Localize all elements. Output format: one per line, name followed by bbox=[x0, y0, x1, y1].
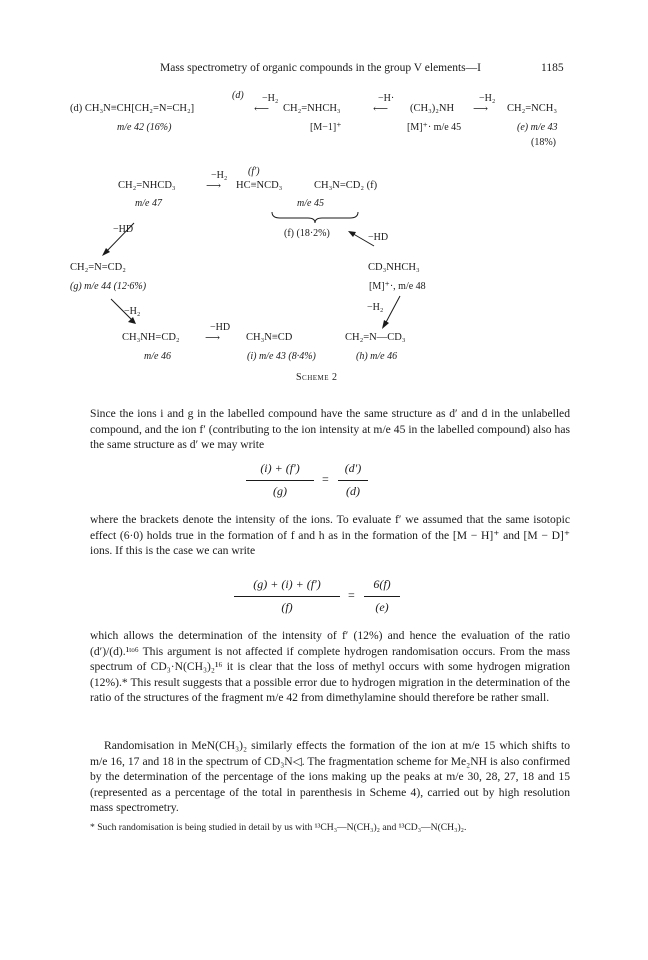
eq2-fraction-bar-right bbox=[364, 596, 400, 597]
eq1-numerator-right: (d′) bbox=[344, 461, 362, 475]
hd-left-label: −HD bbox=[113, 224, 134, 235]
diag-arrow-h2-right bbox=[380, 294, 404, 330]
arrow2: ⟵ bbox=[373, 104, 389, 115]
ion-d-formula: (d) CH₃N≡CH[CH₂=N=CH₂] bbox=[70, 103, 195, 114]
arrow1-label: −H₂ bbox=[262, 93, 279, 104]
eq2-fraction-bar-left bbox=[234, 596, 340, 597]
running-title: Mass spectrometry of organic compounds in the group V elements—I bbox=[160, 62, 481, 74]
eq2-denominator-right: (e) bbox=[375, 600, 389, 614]
ion-e-percent: (18%) bbox=[531, 137, 556, 148]
eq1-denominator-left: (g) bbox=[273, 484, 287, 498]
paragraph-4: Randomisation in MeN(CH₃)₂ similarly effects the formation of the ion at m/e 15 which shifts to m/e 16, 17 and 18 in the spectrum of CD₃N◁. The fragmentation scheme for Me₂NH is also confirmed by the determination of the percentage of the ions making up the peaks at m/e 30, 28, 27, 18 and 15 (represented as a percentage of the total in parenthesis in Scheme 4), carried out by high resolution mass spectrometry. bbox=[90, 739, 570, 815]
arrow1: ⟵ bbox=[254, 104, 270, 115]
parent-ion-formula: (CH₃)₂NH bbox=[410, 103, 455, 114]
ion-g-formula: CH₂=N=CD₂ bbox=[70, 262, 126, 273]
row4-left-mass: m/e 46 bbox=[144, 351, 171, 362]
ion-m-minus-1-d3-formula: CH₂=NHCD₃ bbox=[118, 180, 176, 191]
diag-arrow-right bbox=[346, 228, 376, 250]
ion-f-percent: (f) (18·2%) bbox=[284, 228, 330, 239]
fprime-tag: (f′) bbox=[248, 166, 260, 177]
diag-arrow-left bbox=[98, 220, 138, 260]
row2-mid-mass: m/e 45 bbox=[297, 198, 324, 209]
ion-h-label: (h) m/e 46 bbox=[356, 351, 398, 362]
h2-left-label: −H₂ bbox=[124, 306, 141, 317]
paragraph-1: Since the ions i and g in the labelled compound have the same structure as d′ and d in the unlabelled compound, and the ion f′ (contributing to the ion intensity at m/e 45 in the labelled compound) also has the same structure as d′ we may write bbox=[90, 407, 570, 452]
ion-e-label: (e) m/e 43 bbox=[517, 122, 558, 133]
row2-left-mass: m/e 47 bbox=[135, 198, 162, 209]
ion-e-formula: CH₂=NCH₃ bbox=[507, 103, 557, 114]
eq1-numerator-left: (i) + (f′) bbox=[260, 461, 300, 475]
footnote: * Such randomisation is being studied in detail by us with ¹³CH₃—N(CH₃)₂ and ¹³CD₃—N(CH₃)₂. bbox=[90, 822, 467, 833]
row2-arrow-label: −H₂ bbox=[211, 170, 228, 181]
ion-i-label: (i) m/e 43 (8·4%) bbox=[247, 351, 316, 362]
arrow3: ⟶ bbox=[473, 104, 489, 115]
parent-d3-formula: CD₃NHCH₃ bbox=[368, 262, 420, 273]
eq1-equals: = bbox=[322, 472, 329, 486]
eq1-fraction-bar-right bbox=[338, 480, 368, 481]
brace bbox=[270, 210, 360, 224]
ion-fprime-formula: HC≡NCD₃ bbox=[236, 180, 283, 191]
hd-right-label: −HD bbox=[368, 232, 389, 243]
parent-d3-label: [M]⁺·, m/e 48 bbox=[369, 281, 426, 292]
arrow2-label: −H· bbox=[378, 93, 395, 104]
ion-g-label: (g) m/e 44 (12·6%) bbox=[70, 281, 147, 292]
row4-arrow: ⟶ bbox=[205, 333, 221, 344]
ion-row4-left-formula: CH₃NH=CD₂ bbox=[122, 332, 180, 343]
ion-h-formula: CH₂=N—CD₃ bbox=[345, 332, 406, 343]
arrow3-label: −H₂ bbox=[479, 93, 496, 104]
scheme-caption: Scheme 2 bbox=[296, 372, 338, 383]
paragraph-3: which allows the determination of the intensity of f′ (12%) and hence the evaluation of the ratio (d′)/(d).¹ᵗᵒ⁶ This argument is not affected if complete hydrogen randomisation occurs. From the mass spectrum of CD₃·N(CH₃)₂¹⁶ it is clear that the loss of methyl occurs with some hydrogen migration (12%).* This result suggests that a possible error due to hydrogen migration in the determination of the ratio of the structures of the fragment m/e 42 from dimethylamine should therefore be rather small. bbox=[90, 629, 570, 705]
paragraph-2: where the brackets denote the intensity of the ions. To evaluate f′ we assumed that the same isotopic effect (6·0) holds true in the formation of f and h as in the formation of the [M − H]⁺ and [M − D]⁺ ions. If this is the case we can write bbox=[90, 513, 570, 558]
row2-arrow: ⟶ bbox=[206, 181, 222, 192]
row4-arrow-label: −HD bbox=[210, 322, 231, 333]
ion-f-formula: CH₃N=CD₂ (f) bbox=[314, 180, 378, 191]
eq2-equals: = bbox=[348, 588, 355, 602]
eq2-denominator-left: (f) bbox=[281, 600, 293, 614]
h2-right-label: −H₂ bbox=[367, 302, 384, 313]
ion-m-minus-1-formula: CH₂=NHCH₃ bbox=[283, 103, 341, 114]
m-minus-1-label: [M−1]⁺ bbox=[310, 122, 342, 133]
eq2-numerator-right: 6(f) bbox=[373, 577, 391, 591]
ion-i-formula: CH₃N≡CD bbox=[246, 332, 293, 343]
d-tag: (d) bbox=[232, 90, 244, 101]
eq1-fraction-bar-left bbox=[246, 480, 314, 481]
parent-ion-label: [M]⁺· m/e 45 bbox=[407, 122, 462, 133]
eq2-numerator-left: (g) + (i) + (f′) bbox=[253, 577, 321, 591]
ion-d-mass: m/e 42 (16%) bbox=[117, 122, 172, 133]
page-number: 1185 bbox=[541, 62, 564, 74]
eq1-denominator-right: (d) bbox=[346, 484, 360, 498]
